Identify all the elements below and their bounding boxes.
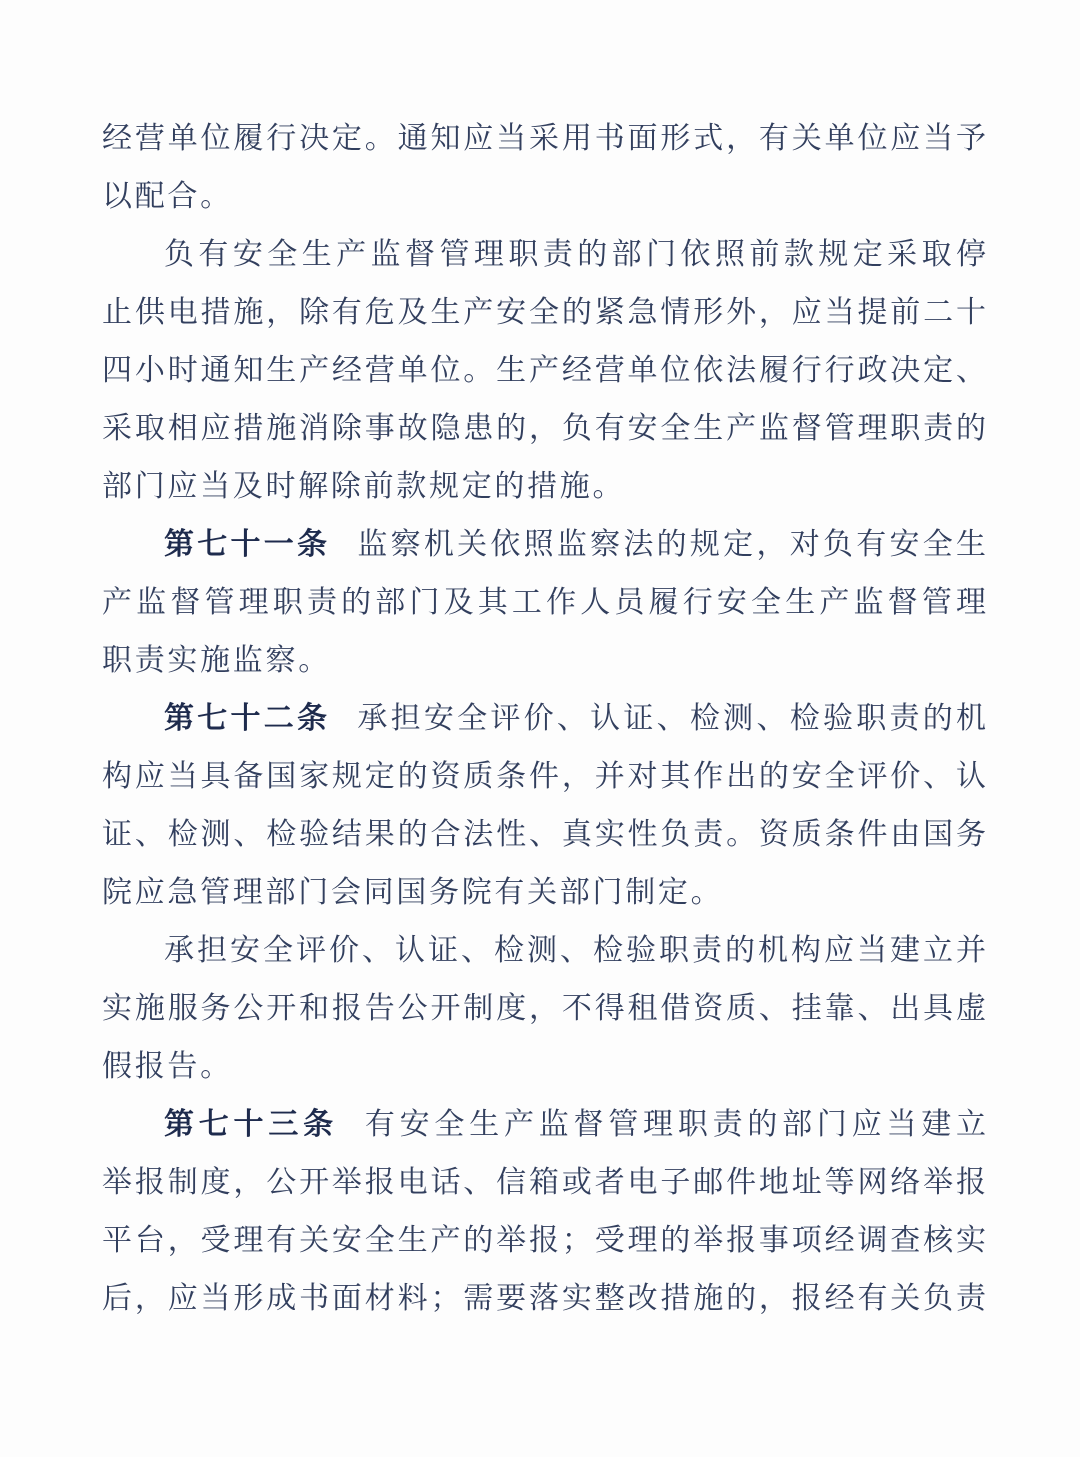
text-block (102, 110, 986, 1328)
text-line (102, 864, 986, 922)
line-text: 有安全生产监督管理职责的部门应当建立 (364, 1108, 986, 1141)
text-line (102, 1038, 986, 1096)
text-line (102, 226, 986, 284)
text-line (102, 1270, 986, 1328)
line-text: 举报制度，公开举报电话、信箱或者电子邮件地址等网络举报 (102, 1166, 986, 1199)
text-line (102, 458, 986, 516)
article-number: 第七十三条 (164, 1107, 338, 1142)
article-number: 第七十二条 (164, 701, 331, 736)
line-text: 产监督管理职责的部门及其工作人员履行安全生产监督管理 (102, 586, 986, 619)
line-text: 证、检测、检验结果的合法性、真实性负责。资质条件由国务 (102, 818, 986, 851)
text-line (102, 342, 986, 400)
line-text: 部门应当及时解除前款规定的措施。 (102, 470, 626, 503)
line-text: 承担安全评价、认证、检测、检验职责的机 (357, 702, 986, 735)
text-line (102, 632, 986, 690)
line-text: 采取相应措施消除事故隐患的，负有安全生产监督管理职责的 (102, 412, 986, 445)
article-number: 第七十一条 (164, 527, 331, 562)
text-line (102, 1096, 986, 1154)
line-text: 职责实施监察。 (102, 644, 331, 677)
line-text: 后，应当形成书面材料；需要落实整改措施的，报经有关负责 (102, 1282, 986, 1315)
text-line (102, 168, 986, 226)
text-line (102, 400, 986, 458)
text-line (102, 110, 986, 168)
text-line (102, 574, 986, 632)
line-text: 监察机关依照监察法的规定，对负有安全生 (357, 528, 986, 561)
text-line (102, 922, 986, 980)
line-text: 负有安全生产监督管理职责的部门依照前款规定采取停 (164, 238, 986, 271)
text-line (102, 806, 986, 864)
line-text: 院应急管理部门会同国务院有关部门制定。 (102, 876, 724, 909)
text-line (102, 1212, 986, 1270)
text-line (102, 980, 986, 1038)
text-line (102, 1154, 986, 1212)
line-text: 四小时通知生产经营单位。生产经营单位依法履行行政决定、 (102, 354, 986, 387)
line-text: 构应当具备国家规定的资质条件，并对其作出的安全评价、认 (102, 760, 986, 793)
text-line (102, 516, 986, 574)
text-line (102, 748, 986, 806)
line-text: 经营单位履行决定。通知应当采用书面形式，有关单位应当予 (102, 122, 986, 155)
line-text: 止供电措施，除有危及生产安全的紧急情形外，应当提前二十 (102, 296, 986, 329)
line-text: 实施服务公开和报告公开制度，不得租借资质、挂靠、出具虚 (102, 992, 986, 1025)
text-line (102, 284, 986, 342)
text-line (102, 690, 986, 748)
line-text: 平台，受理有关安全生产的举报；受理的举报事项经调查核实 (102, 1224, 986, 1257)
line-text: 假报告。 (102, 1050, 233, 1083)
line-text: 承担安全评价、认证、检测、检验职责的机构应当建立并 (164, 934, 986, 967)
line-text: 以配合。 (102, 180, 233, 213)
